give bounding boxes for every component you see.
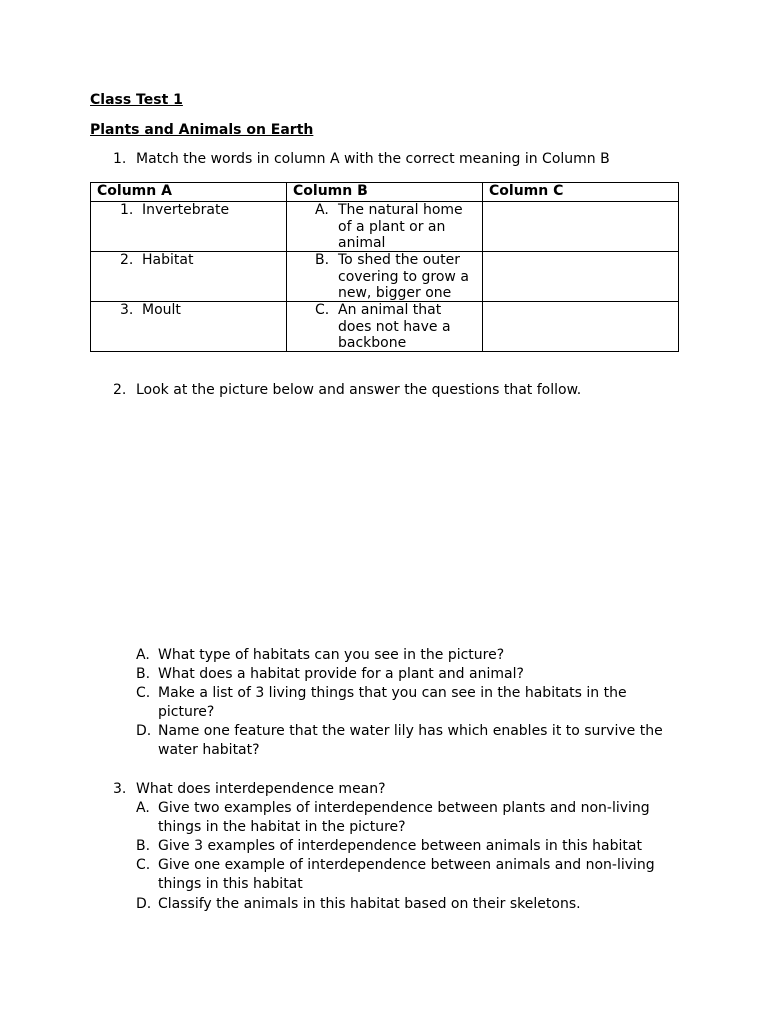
- column-b-letter: C.: [315, 302, 330, 318]
- page-title: Class Test 1: [90, 92, 183, 108]
- q3-sub-letter: B.: [136, 838, 151, 854]
- column-a-word: Moult: [142, 302, 181, 318]
- q3-sub-letter: D.: [136, 896, 152, 912]
- column-a-cell: [91, 252, 287, 302]
- q2-sub-question: What does a habitat provide for a plant and animal?: [158, 666, 524, 682]
- table-row: [91, 202, 679, 252]
- column-b-meaning: An animal that does not have a backbone: [338, 302, 451, 351]
- q3-sub-question: Give 3 examples of interdependence between animals in this habitat: [158, 838, 642, 854]
- column-a-number: 2.: [120, 252, 134, 268]
- column-a-word: Habitat: [142, 252, 194, 268]
- q2-sub-question: What type of habitats can you see in the picture?: [158, 647, 505, 663]
- q3-text: What does interdependence mean?: [136, 781, 386, 797]
- column-c-cell[interactable]: [483, 202, 679, 252]
- q2-sub-question-cont: water habitat?: [158, 742, 260, 758]
- column-a-number: 1.: [120, 202, 134, 218]
- q2-number: 2.: [113, 382, 127, 398]
- column-b-letter: B.: [315, 252, 330, 268]
- column-b-header: Column B: [287, 183, 483, 202]
- q2-sub-letter: A.: [136, 647, 150, 663]
- q1-number: 1.: [113, 151, 127, 167]
- picture-area: [90, 410, 678, 635]
- column-b-cell: [287, 202, 483, 252]
- table-row: [91, 252, 679, 302]
- q3-number: 3.: [113, 781, 127, 797]
- column-b-cell: [287, 252, 483, 302]
- q3-sub-question: Give one example of interdependence between animals and non-living: [158, 857, 655, 873]
- q2-sub-question-cont: picture?: [158, 704, 215, 720]
- column-b-letter: A.: [315, 202, 329, 218]
- q2-sub-question: Make a list of 3 living things that you can see in the habitats in the: [158, 685, 627, 701]
- column-a-header: Column A: [91, 183, 287, 202]
- table-header-row: [91, 183, 679, 202]
- column-a-number: 3.: [120, 302, 134, 318]
- q2-text: Look at the picture below and answer the questions that follow.: [136, 382, 582, 398]
- column-a-cell: [91, 202, 287, 252]
- column-a-cell: [91, 302, 287, 352]
- column-a-word: Invertebrate: [142, 202, 230, 218]
- q3-sub-letter: A.: [136, 800, 150, 816]
- column-b-meaning: To shed the outer covering to grow a new, bigger one: [338, 252, 469, 301]
- column-c-header: Column C: [483, 183, 679, 202]
- column-c-cell[interactable]: [483, 302, 679, 352]
- q3-sub-question: Classify the animals in this habitat based on their skeletons.: [158, 896, 581, 912]
- q3-sub-question-cont: things in the habitat in the picture?: [158, 819, 406, 835]
- column-c-cell[interactable]: [483, 252, 679, 302]
- matching-table: [90, 182, 679, 352]
- q1-text: Match the words in column A with the correct meaning in Column B: [136, 151, 610, 167]
- q3-sub-letter: C.: [136, 857, 151, 873]
- q2-sub-letter: C.: [136, 685, 151, 701]
- column-b-meaning: The natural home of a plant or an animal: [338, 202, 463, 251]
- q2-sub-letter: D.: [136, 723, 152, 739]
- q2-sub-letter: B.: [136, 666, 151, 682]
- table-row: [91, 302, 679, 352]
- q2-sub-question: Name one feature that the water lily has which enables it to survive the: [158, 723, 663, 739]
- q3-sub-question-cont: things in this habitat: [158, 876, 303, 892]
- page-subtitle: Plants and Animals on Earth: [90, 122, 314, 138]
- column-b-cell: [287, 302, 483, 352]
- q3-sub-question: Give two examples of interdependence between plants and non-living: [158, 800, 650, 816]
